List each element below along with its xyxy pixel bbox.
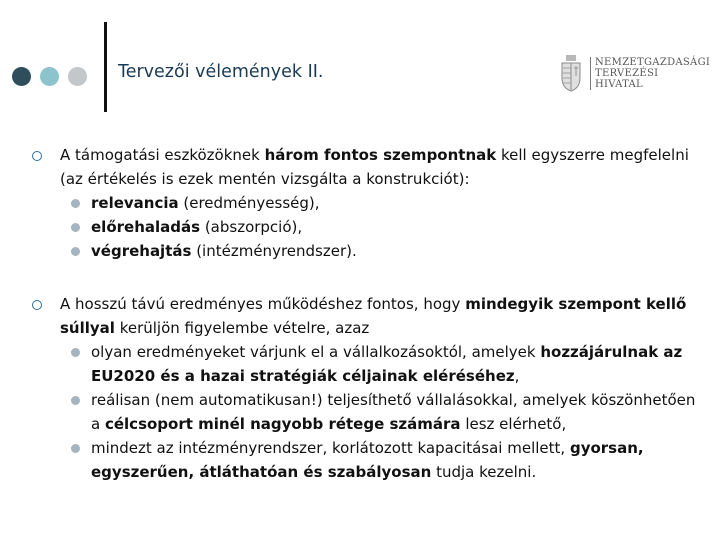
text-run: A támogatási eszközöknek — [60, 146, 265, 164]
bullet-point — [33, 292, 703, 484]
text-run: (intézményrendszer). — [191, 242, 357, 260]
sub-bullet-list — [60, 191, 703, 263]
dot-grey — [68, 67, 87, 86]
decorative-dots — [12, 67, 87, 86]
dot-dark — [12, 67, 31, 86]
dot-bullet-icon — [71, 247, 80, 256]
dot-bullet-icon — [71, 348, 80, 357]
dot-bullet-icon — [71, 444, 80, 453]
sub-bullet-list — [60, 340, 703, 484]
text-run: , — [514, 367, 520, 385]
logo — [560, 54, 710, 92]
sub-bullet-item — [91, 239, 703, 263]
sub-bullet-item — [91, 340, 703, 388]
text-run: relevancia — [91, 194, 179, 212]
text-run: végrehajtás — [91, 242, 192, 260]
text-run: előrehaladás — [91, 218, 201, 236]
slide-body — [33, 143, 703, 513]
text-run: (abszorpció), — [200, 218, 303, 236]
text-run: (eredményesség), — [178, 194, 320, 212]
hungarian-coat-of-arms-icon — [560, 54, 582, 92]
text-run: tudja kezelni. — [431, 463, 537, 481]
text-run: reálisan (nem automatikusan!) teljesíthető vállalásokkal, amelyek köszönhetően a — [91, 391, 696, 433]
text-run: három fontos szempontnak — [264, 146, 497, 164]
page-title: Tervezői vélemények II. — [118, 62, 324, 82]
logo-line-1: NEMZETGAZDASÁGI — [595, 56, 711, 68]
sub-bullet-item — [91, 436, 703, 484]
dot-bullet-icon — [71, 199, 80, 208]
text-run: gyorsan, egyszerűen, átláthatóan és szabályosan — [91, 439, 644, 481]
ring-bullet-icon — [32, 300, 42, 310]
logo-text — [590, 57, 710, 90]
text-run: A hosszú távú eredményes működéshez fontos, hogy — [60, 295, 466, 313]
bullet-text — [60, 143, 703, 191]
bullet-text — [60, 292, 703, 340]
sub-bullet-item — [91, 191, 703, 215]
sub-bullet-item — [91, 215, 703, 239]
logo-line-3: HIVATAL — [595, 78, 643, 90]
text-run: mindegyik szempont kellő súllyal — [60, 295, 687, 337]
text-run: kerüljön figyelembe vételre, azaz — [114, 319, 370, 337]
sub-bullet-item — [91, 388, 703, 436]
text-run: kell egyszerre megfelelni (az értékelés is ezek mentén vizsgálta a konstrukciót): — [60, 146, 689, 188]
logo-line-2: TERVEZÉSI — [595, 67, 659, 79]
dot-bullet-icon — [71, 396, 80, 405]
dot-bullet-icon — [71, 223, 80, 232]
text-run: olyan eredményeket várjunk el a vállalkozásoktól, amelyek — [91, 343, 541, 361]
ring-bullet-icon — [32, 151, 42, 161]
text-run: lesz elérhető, — [460, 415, 567, 433]
dot-teal — [40, 67, 59, 86]
text-run: mindezt az intézményrendszer, korlátozott kapacitásai mellett, — [91, 439, 570, 457]
bullet-point — [33, 143, 703, 263]
header-divider — [104, 22, 107, 112]
text-run: célcsoport minél nagyobb rétege számára — [104, 415, 461, 433]
text-run: hozzájárulnak az EU2020 és a hazai stratégiák céljainak eléréséhez — [91, 343, 683, 385]
